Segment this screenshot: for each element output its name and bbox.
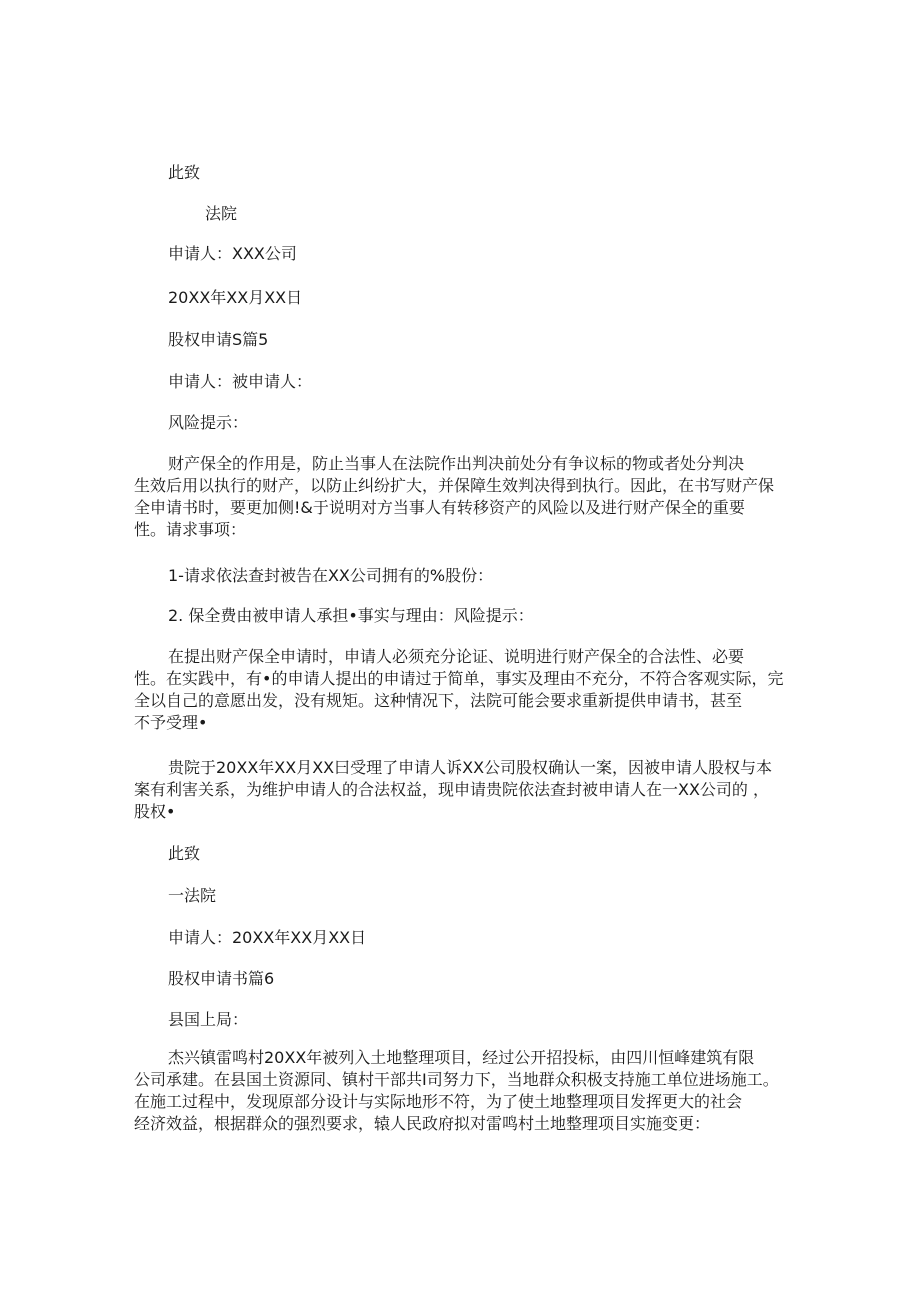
applicant-date-line: 申请人：20XX年XX月XX日 <box>168 928 367 947</box>
risk-label: 风险提示： <box>168 413 249 432</box>
section-heading: 股权申请书篇6 <box>168 969 275 988</box>
request-item-1: 1-请求依法查封被告在XX公司拥有的%股份： <box>168 566 494 585</box>
court-name: 一法院 <box>168 886 217 905</box>
paragraph-application-notes <box>134 646 784 734</box>
paragraph-line: 在提出财产保全申请时，申请人必须充分论证、说明进行财产保全的合法性、必要 <box>168 647 745 666</box>
paragraph-line: 财产保全的作用是，防止当事人在法院作出判决前处分有争议标的物或者处分判决 <box>168 454 745 473</box>
date-line: 20XX年XX月XX日 <box>168 288 303 307</box>
closing-salutation: 此致 <box>168 844 201 863</box>
court-name: 法院 <box>205 204 238 223</box>
paragraph-line: 不予受理• <box>134 713 208 732</box>
paragraph-line: 经济效益，根据群众的强烈要求，辕人民政府拟对雷鸣村土地整理项目实施变更： <box>134 1114 711 1133</box>
paragraph-line: 生效后用以执行的财产，以防止纠纷扩大，并保障生效判决得到执行。因此，在书写财产保 <box>134 476 775 495</box>
paragraph-line: 贵院于20XX年XX月XX曰受理了申请人诉XX公司股权确认一案，因被申请人股权与本 <box>168 758 773 777</box>
closing-salutation: 此致 <box>168 163 201 182</box>
applicant-line: 申请人：XXX公司 <box>168 244 297 263</box>
paragraph-line: 杰兴镇雷鸣村20XX年被列入土地整理项目，经过公开招投标，由四川恒峰建筑有限 <box>168 1048 755 1067</box>
paragraph-line: 在施工过程中，发现原部分设计与实际地形不符，为了使土地整理项目发挥更大的社会 <box>134 1092 743 1111</box>
paragraph-property-preservation <box>134 453 784 541</box>
paragraph-case-statement <box>134 757 784 823</box>
parties-line: 申请人：被申请人： <box>168 372 313 391</box>
paragraph-line: 性。在实践中，有•的申请人提出的申请过于简单，事实及理由不充分，不符合客观实际，完 <box>134 669 784 688</box>
addressee-line: 县国上局： <box>168 1010 249 1029</box>
paragraph-line: 全以自己的意愿出发，没有规矩。这种情况下，法院可能会要求重新提供申请书，甚至 <box>134 691 743 710</box>
paragraph-line: 性。请求事项： <box>134 520 247 539</box>
request-item-2: 2. 保全费由被申请人承担•事实与理由：风险提示： <box>168 606 534 625</box>
section-heading: 股权申请S篇5 <box>168 330 269 349</box>
paragraph-line: 公司承建。在县国土资源同、镇村干部共I司努力下，当地群众积极支持施工单位进场施工。 <box>134 1070 779 1089</box>
paragraph-line: 股权• <box>134 802 176 821</box>
paragraph-line: 案有利害关系，为维护申请人的合法权益，现申请贵院依法查封被申请人在一XX公司的 ， <box>134 780 770 799</box>
paragraph-land-project <box>134 1047 784 1135</box>
paragraph-line: 全申请书时，要更加侧!&于说明对方当事人有转移资产的风险以及进行财产保全的重要 <box>134 498 745 517</box>
